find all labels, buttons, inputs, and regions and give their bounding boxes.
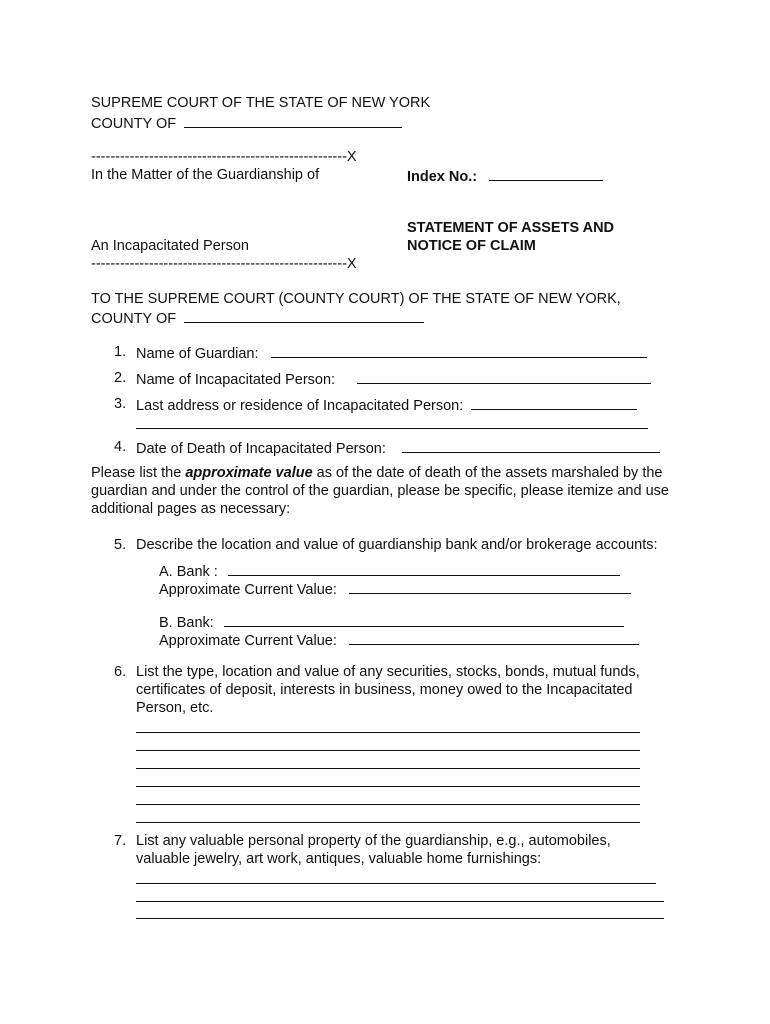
securities-answer-line[interactable] — [136, 786, 640, 787]
value-a-field[interactable] — [349, 579, 631, 594]
personal-property-answer-line[interactable] — [136, 901, 664, 902]
value-a-label: Approximate Current Value: — [159, 582, 337, 598]
item6-line2: certificates of deposit, interests in business, money owed to the Incapacitated — [136, 682, 633, 698]
item7-line2: valuable jewelry, art work, antiques, valuable home furnishings: — [136, 851, 542, 867]
incapacitated-person-text: An Incapacitated Person — [91, 238, 249, 254]
personal-property-answer-line[interactable] — [136, 918, 664, 919]
value-b-row — [159, 630, 639, 650]
item6-number: 6. — [114, 664, 127, 680]
item7-line1: List any valuable personal property of the guardianship, e.g., automobiles, — [136, 833, 611, 849]
document-title-line1: STATEMENT OF ASSETS AND — [407, 220, 615, 236]
incapacitated-person-name-field[interactable] — [357, 369, 651, 384]
item1-number: 1. — [114, 344, 127, 360]
securities-answer-line[interactable] — [136, 750, 640, 751]
court-heading: SUPREME COURT OF THE STATE OF NEW YORK — [91, 95, 431, 111]
bank-b-row — [159, 612, 624, 632]
bank-a-label: A. Bank : — [159, 564, 218, 580]
county-label: COUNTY OF — [91, 116, 177, 132]
securities-answer-line[interactable] — [136, 768, 640, 769]
securities-answer-line[interactable] — [136, 732, 640, 733]
last-address-field-continued[interactable] — [136, 428, 648, 429]
instructions-emphasis: approximate value — [185, 465, 313, 481]
securities-answer-line[interactable] — [136, 822, 640, 823]
item7-number: 7. — [114, 833, 127, 849]
item2-label: Name of Incapacitated Person: — [136, 372, 336, 388]
value-b-field[interactable] — [349, 630, 639, 645]
bank-b-field[interactable] — [224, 612, 624, 627]
item2-row — [136, 369, 651, 389]
item6-line1: List the type, location and value of any securities, stocks, bonds, mutual funds, — [136, 664, 640, 680]
index-number-field[interactable] — [489, 166, 603, 181]
value-b-label: Approximate Current Value: — [159, 633, 337, 649]
address-county-field[interactable] — [184, 308, 424, 323]
index-label: Index No.: — [407, 169, 478, 185]
securities-answer-line[interactable] — [136, 804, 640, 805]
guardian-name-field[interactable] — [271, 343, 647, 358]
item2-number: 2. — [114, 370, 127, 386]
item1-row — [136, 343, 647, 363]
county-field[interactable] — [184, 113, 402, 128]
instructions-paragraph — [91, 464, 671, 518]
bank-a-field[interactable] — [228, 561, 620, 576]
caption-separator-top: -----------------------------------------------------X — [91, 149, 357, 165]
item4-row — [136, 438, 660, 458]
item3-label: Last address or residence of Incapacitated Person: — [136, 398, 464, 414]
item3-number: 3. — [114, 396, 127, 412]
bank-b-label: B. Bank: — [159, 615, 214, 631]
item3-row — [136, 395, 637, 415]
item4-label: Date of Death of Incapacitated Person: — [136, 441, 386, 457]
item5-number: 5. — [114, 537, 127, 553]
personal-property-answer-line[interactable] — [136, 883, 656, 884]
value-a-row — [159, 579, 631, 599]
address-county-row — [91, 308, 424, 328]
county-row — [91, 113, 402, 133]
bank-a-row — [159, 561, 620, 581]
caption-separator-bottom: -----------------------------------------------------X — [91, 256, 357, 272]
last-address-field[interactable] — [471, 395, 637, 410]
item6-line3: Person, etc. — [136, 700, 214, 716]
index-row — [407, 166, 603, 186]
item5-label: Describe the location and value of guardianship bank and/or brokerage accounts: — [136, 537, 658, 553]
item1-label: Name of Guardian: — [136, 346, 259, 362]
item4-number: 4. — [114, 439, 127, 455]
document-title-line2: NOTICE OF CLAIM — [407, 238, 536, 254]
address-line: TO THE SUPREME COURT (COUNTY COURT) OF THE STATE OF NEW YORK, — [91, 291, 621, 307]
address-county-label: COUNTY OF — [91, 311, 177, 327]
matter-text: In the Matter of the Guardianship of — [91, 167, 320, 183]
instructions-rest: as of the date of death of the assets marshaled by the guardian and under the control of the guardian, please be specific, please itemize and use additional pages as necessary: — [91, 465, 669, 517]
date-of-death-field[interactable] — [402, 438, 660, 453]
instructions-prefix: Please list the — [91, 465, 182, 481]
